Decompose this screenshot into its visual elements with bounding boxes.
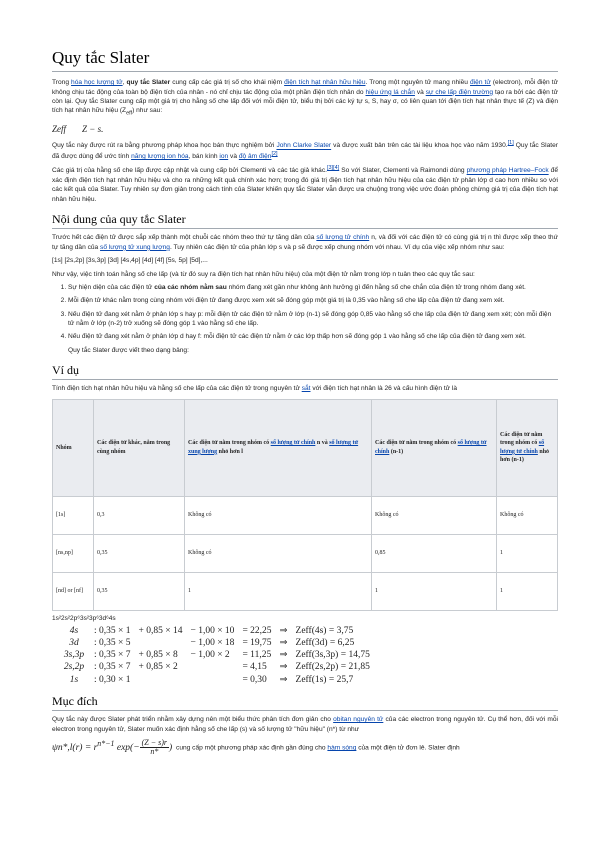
list-item: 1. Sự hiện diện của các điện tử của các nhóm nằm sau nhóm đang xét gần như không ảnh hưởng gì đến hằng số che chắn của điện tử trong nhóm đang xét.: [68, 283, 558, 292]
calc-cell: = 22,25: [242, 626, 272, 637]
calc-cell: ⇒: [279, 638, 288, 649]
link-so-luong-tu-chinh[interactable]: số lượng tử chính: [270, 440, 316, 447]
section3-paragraph-2: $\psi n*,l(r) = r^{n*-1}$ exp(− $\frac{(Z - s)r}{n*}$ ) cung cấp một phương pháp xác định gần đúng cho hàm sóng của một điện tử đơn lẻ. Slater định: [52, 737, 460, 757]
page-title: Quy tắc Slater: [52, 48, 558, 72]
list-item: 3. Nếu điện tử đang xét nằm ở phân lớp s hay p: mỗi điện tử các điện tử nằm ở lớp (n-1) sẽ đóng góp 0,85 vào hằng số che lấp của điện tử đang xem xét; còn mỗi điện tử nằm ở lớp (n-2) trở xuống sẽ đóng góp 1 vào hằng số che lấp.: [68, 310, 558, 329]
table-cell: Không có: [185, 534, 372, 572]
electron-configuration: 1s²2s²2p⁶3s²3p⁶3d⁶4s: [52, 614, 116, 622]
calc-cell: + 0,85 × 2: [138, 662, 178, 673]
article: [52, 48, 558, 761]
calc-row: [58, 674, 374, 686]
link-dien-tu[interactable]: điện tử: [470, 79, 491, 87]
table-row: [53, 496, 558, 534]
calc-cell: Zeff(4s) = 3,75: [295, 626, 354, 637]
link-so-luong-tu-xung-luong[interactable]: số lượng tử xung lượng: [100, 243, 170, 251]
calc-cell: 3d: [69, 638, 79, 649]
section-heading-vi-du: Ví dụ: [52, 363, 558, 380]
calc-cell: [135, 637, 187, 649]
section-heading-noi-dung: Nội dung của quy tắc Slater: [52, 212, 558, 229]
intro-paragraph-1: Trong hóa học lượng tử, quy tắc Slater cung cấp các giá trị số cho khái niệm điện tích hạt nhân hữu hiệu. Trong một nguyên tử mang nhiều điện tử (electron), mỗi điện tử không chịu tác động của toàn bộ điện tích của nhân - nó chỉ chịu tác động của một phần điện tích nhân do hiệu ứng lá chắn và sự che lấp điện trường tạo ra bởi các điện tử còn lại. Quy tắc Slater cung cấp một giá trị cho hằng số che lấp đối với mỗi điện tử, biểu thị bởi các ký tự s, S, hay σ, có liên quan tới điện tích hạt nhân thực tế (Z) và điện tích hạt nhân hữu hiệu $(Z_{eff})$ như sau:: [52, 79, 559, 117]
calc-cell: : 0,35 × 7: [94, 650, 131, 661]
group-sequence: [1s] [2s,2p] [3s,3p] [3d] [4s,4p] [4d] [4f] [5s, 5p] [5d],...: [52, 257, 208, 265]
calc-cell: [186, 674, 238, 686]
table-cell: 1: [497, 572, 558, 610]
table-cell: Không có: [372, 496, 497, 534]
rules-list: [52, 283, 558, 342]
calc-cell: : 0,35 × 7: [94, 662, 131, 673]
column-header: Các điện tử nằm trong nhóm có số lượng tử chính nhỏ hơn (n-1): [497, 399, 558, 496]
link-so-luong-tu-chinh[interactable]: số lượng tử chính: [375, 440, 487, 455]
calc-cell: 2s,2p: [63, 662, 85, 673]
section-heading-muc-dich: Mục đích: [52, 694, 558, 711]
reference-link[interactable]: [1]: [507, 140, 514, 147]
list-item: 4. Nếu điện tử đang xét nằm ở phân lớp d hay f: mỗi điện tử các điện tử nằm ở các lớp thấp hơn sẽ đóng góp 1 vào hằng số che lấp của điện tử đang xem xét.: [68, 332, 558, 341]
section1-paragraph-2: Như vậy, việc tính toán hằng số che lấp (và từ đó suy ra điện tích hạt nhân hữu hiệu) của một điện tử nằm trong lớp n tuân theo các quy tắc sau:: [52, 270, 475, 278]
calc-cell: ⇒: [279, 674, 288, 685]
link-dien-tich-hat-nhan-huu-hieu[interactable]: điện tích hạt nhân hữu hiệu: [284, 79, 366, 87]
calc-row: [58, 625, 374, 637]
calc-cell: − 1,00 × 2: [190, 650, 230, 661]
section1-paragraph-3: Quy tắc Slater được viết theo dạng bảng:: [68, 346, 189, 354]
link-so-luong-tu-chinh[interactable]: số lượng tử chính: [316, 234, 370, 242]
table-header-row: [53, 399, 558, 496]
calc-cell: 4s: [69, 626, 79, 637]
table-row: [53, 534, 558, 572]
table-cell: [nd] or [nf]: [53, 572, 94, 610]
calc-row: [58, 661, 374, 673]
calc-cell: Zeff(3d) = 6,25: [295, 638, 355, 649]
table-row: [53, 572, 558, 610]
wave-function-formula: $\psi n*,l(r) = r^{n*-1}$ exp(− $\frac{(Z - s)r}{n*}$ ): [52, 737, 173, 757]
calc-cell: = 4,15: [242, 662, 267, 673]
calc-cell: Zeff(1s) = 25,7: [295, 674, 354, 685]
calc-row: [58, 637, 374, 649]
table-cell: 1: [497, 534, 558, 572]
calc-cell: + 0,85 × 14: [138, 626, 183, 637]
slater-rules-table: [52, 399, 558, 611]
table-cell: 0,3: [94, 496, 185, 534]
calc-cell: : 0,35 × 1: [94, 626, 131, 637]
calc-cell: + 0,85 × 8: [138, 650, 178, 661]
link-john-clarke-slater[interactable]: John Clarke Slater: [276, 142, 332, 150]
calc-cell: [135, 674, 187, 686]
section3-paragraph-1: Quy tắc này được Slater phát triển nhằm xây dựng nên một biểu thức phân tích đơn giản cho obitan nguyên tử của các electron trong nguyên tử. Cụ thể hơn, đối với mỗi electron trong nguyên tử, Slater muốn xác định hằng số che lấp (s) và số lượng tử "hữu hiệu" (n*) từ như: [52, 716, 558, 733]
calc-cell: Zeff(3s,3p) = 14,75: [295, 650, 370, 661]
calc-cell: 3s,3p: [63, 650, 85, 661]
table-cell: 0,35: [94, 534, 185, 572]
calc-cell: ⇒: [279, 626, 288, 637]
calc-cell: Zeff(2s,2p) = 21,85: [295, 662, 370, 673]
column-header: Các điện tử nằm trong nhóm có số lượng tử chính (n-1): [372, 399, 497, 496]
table-cell: 0,35: [94, 572, 185, 610]
link-sat[interactable]: sắt: [301, 385, 311, 393]
link-hoa-hoc-luong-tu[interactable]: hóa học lượng tử: [71, 79, 123, 87]
calc-cell: − 1,00 × 18: [190, 638, 235, 649]
link-nang-luong-ion-hoa[interactable]: năng lượng ion hóa: [131, 153, 189, 161]
calc-cell: − 1,00 × 10: [190, 626, 235, 637]
calc-cell: = 11,25: [242, 650, 272, 661]
reference-link[interactable]: [2]: [271, 150, 278, 157]
calc-cell: [186, 661, 238, 673]
calc-cell: ⇒: [279, 662, 288, 673]
column-header: Các điện tử khác, nằm trong cùng nhóm: [94, 399, 185, 496]
table-cell: Không có: [185, 496, 372, 534]
table-cell: [1s]: [53, 496, 94, 534]
link-su-che-lap-dien-truong[interactable]: sự che lấp điện trường: [425, 88, 494, 96]
link-ham-song[interactable]: hàm sóng: [327, 744, 357, 752]
column-header: Các điện tử nằm trong nhóm có số lượng tử chính n và số lượng tử xung lượng nhỏ hơn l: [185, 399, 372, 496]
intro-paragraph-2: Quy tắc này được rút ra bằng phương pháp khoa học bán thực nghiệm bởi John Clarke Slater và được xuất bản trên các tài liệu khoa học vào năm 1930.[1] Quy tắc Slater đã được dùng để ước tính năng lượng ion hóa, bán kính ion và độ âm điện[2]: [52, 140, 558, 161]
link-so-luong-tu-chinh[interactable]: số lượng tử chính: [500, 440, 545, 455]
calc-cell: : 0,30 × 1: [94, 674, 131, 685]
zeff-formula: Zeff Z − s.: [52, 123, 104, 134]
reference-link[interactable]: [3][4]: [326, 165, 340, 172]
table-cell: Không có: [497, 496, 558, 534]
bold-term: quy tắc Slater: [126, 79, 171, 87]
calc-cell: ⇒: [279, 650, 288, 661]
calc-cell: : 0,35 × 5: [94, 638, 131, 649]
link-obitan-nguyen-tu[interactable]: obitan nguyên tử: [333, 716, 384, 724]
column-header: Nhóm: [53, 399, 94, 496]
table-cell: 1: [372, 572, 497, 610]
list-item: 2. Mỗi điện tử khác nằm trong cùng nhóm với điện tử đang được xem xét sẽ đóng góp một giá trị là 0,35 vào hằng số che lấp của điện tử đang xem xét.: [68, 296, 558, 305]
calc-row: [58, 649, 374, 661]
calc-cell: = 0,30: [242, 674, 267, 685]
shielding-calculation: [58, 625, 374, 686]
link-do-am-dien[interactable]: độ âm điện: [238, 153, 272, 161]
link-hartree-fock[interactable]: phương pháp Hartree–Fock: [466, 167, 549, 175]
table-cell: 1: [185, 572, 372, 610]
table-cell: [ns,np]: [53, 534, 94, 572]
intro-paragraph-3: Các giá trị của hằng số che lấp được cập nhật và cung cấp bởi Clementi và các tác giả khác.[3][4] So với Slater, Clementi và Raimondi dùng phương pháp Hartree–Fock để xác định điện tích hạt nhân hữu hiệu và cho ra những kết quả chính xác hơn; trong đó giá trị điện tích hạt nhân hữu hiệu của các điện tử phân lớp d cao hơn nhiều so với các kết quả của Slater. Tuy nhiên sự đơn giản trong cách tính của Slater khiến quy tắc Slater vẫn được ưa chuộng trong việc ước đoán phỏng chừng giá trị của điện tích hạt nhân hữu hiệu.: [52, 165, 558, 203]
section1-paragraph-1: Trước hết các điện tử được sắp xếp thành một chuỗi các nhóm theo thứ tự tăng dần của số lượng tử chính n, và đối với các điện tử có cùng giá trị n thì được xếp theo thứ tự tăng dần của số lượng tử xung lượng. Tuy nhiên các điện tử của phân lớp s và p sẽ được xếp chung nhóm với nhau. Ví dụ của việc xếp nhóm như sau:: [52, 234, 558, 251]
calc-cell: = 19,75: [242, 638, 272, 649]
link-ion[interactable]: ion: [219, 153, 229, 161]
link-so-luong-tu-xung-luong[interactable]: số lượng tử xung lượng: [188, 440, 359, 455]
link-hieu-ung-la-chan[interactable]: hiệu ứng lá chắn: [365, 88, 415, 96]
section2-paragraph-1: Tính điện tích hạt nhân hữu hiệu và hằng số che lấp của các điện tử trong nguyên tử sắt với điện tích hạt nhân là 26 và cấu hình điện tử là: [52, 385, 458, 393]
table-cell: 0,85: [372, 534, 497, 572]
calc-cell: 1s: [69, 674, 79, 685]
